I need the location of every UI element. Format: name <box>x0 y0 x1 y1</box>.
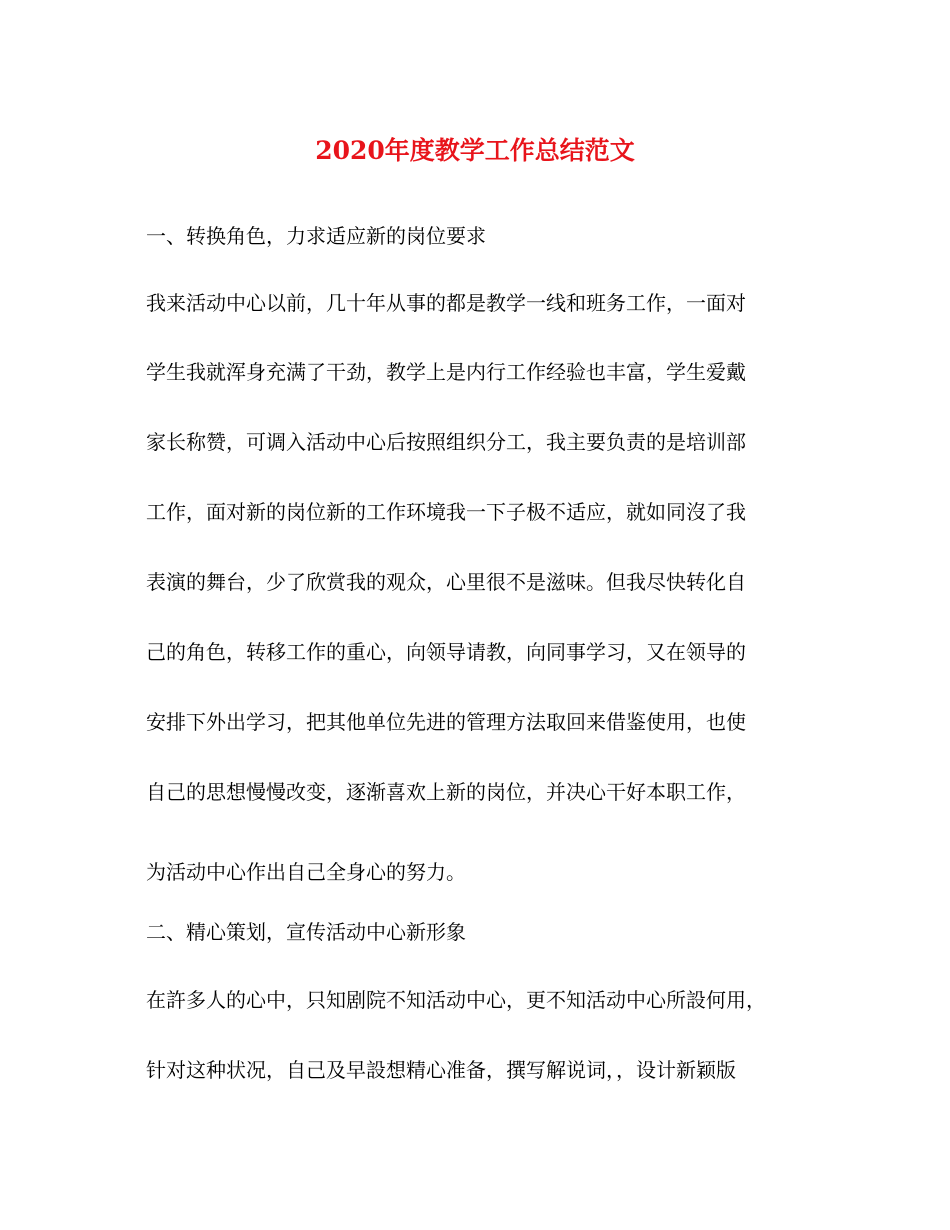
document-title: 2020年度教学工作总结范文 <box>315 136 635 165</box>
paragraph-line: 己的角色，转移工作的重心，向领导请教，向同事学习，又在领导的 <box>146 640 746 664</box>
paragraph-line: 为活动中心作出自己全身心的努力。 <box>146 860 466 884</box>
paragraph-line: 针对这种状况，自己及早設想精心准备，撰写解说词，，设计新颖版 <box>146 1058 736 1082</box>
section-heading-2: 二、精心策划，宣传活动中心新形象 <box>146 920 466 944</box>
paragraph-line: 表演的舞台，少了欣赏我的观众，心里很不是滋味。但我尽快转化自 <box>146 570 746 594</box>
paragraph-line: 学生我就浑身充满了干劲，教学上是内行工作经验也丰富，学生爱戴 <box>146 360 746 384</box>
section-heading-1: 一、转换角色，力求适应新的岗位要求 <box>146 224 486 248</box>
paragraph-line: 工作，面对新的岗位新的工作环境我一下子极不适应，就如同沒了我 <box>146 500 746 524</box>
paragraph-line: 安排下外出学习，把其他单位先进的管理方法取回来借鉴使用，也使 <box>146 710 746 734</box>
paragraph-line: 我来活动中心以前，几十年从事的都是教学一线和班务工作，一面对 <box>146 291 746 315</box>
paragraph-line: 在許多人的心中，只知剧院不知活动中心，更不知活动中心所設何用， <box>146 988 766 1012</box>
paragraph-line: 家长称赞，可调入活动中心后按照组织分工，我主要负责的是培训部 <box>146 430 746 454</box>
paragraph-line: 自己的思想慢慢改变，逐渐喜欢上新的岗位，并决心干好本职工作， <box>146 780 746 804</box>
